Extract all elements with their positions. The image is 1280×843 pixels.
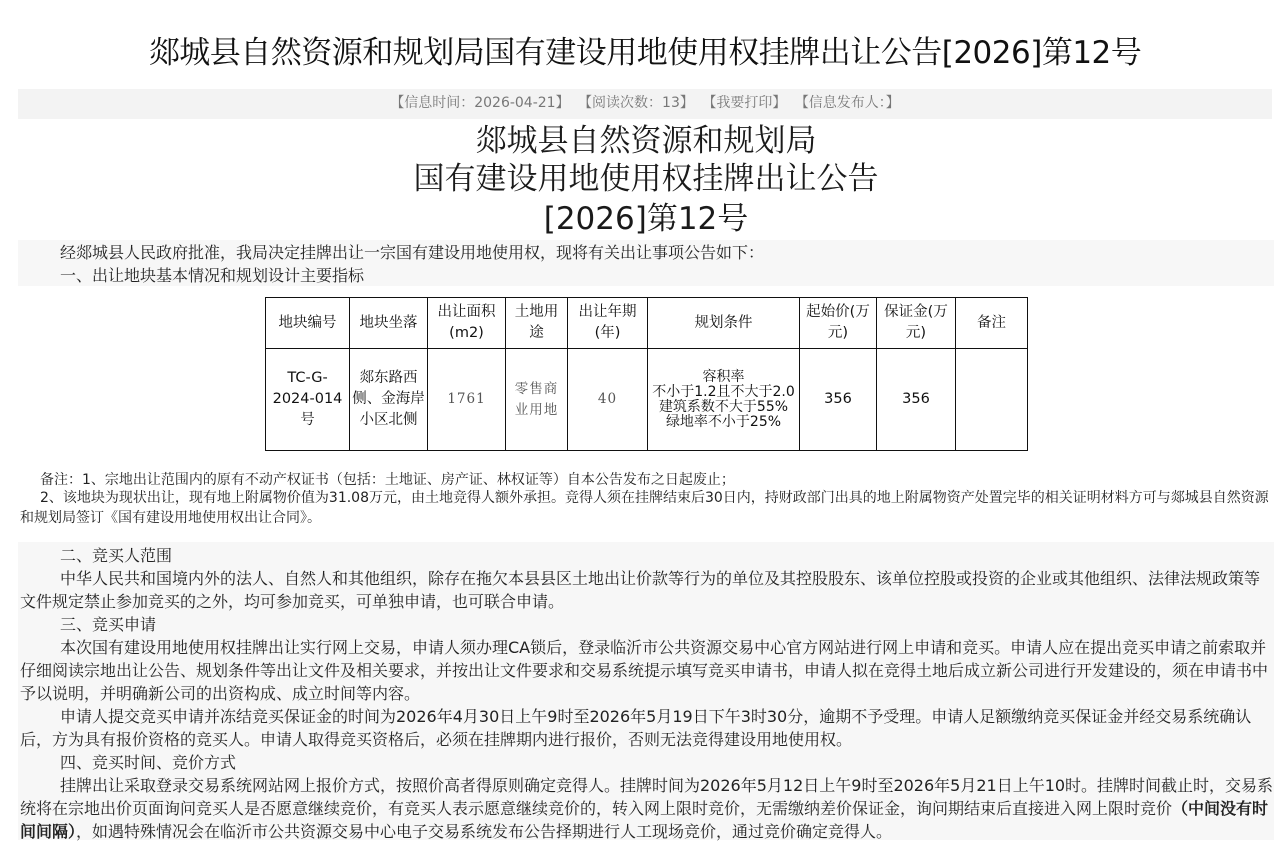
cond-far-range: 不小于1.2且不大于2.0 [652, 383, 795, 400]
th-code: 地块编号 [266, 298, 350, 349]
section4-text-a: 挂牌出让采取登录交易系统网站网上报价方式，按照价高者得原则确定竞得人。挂牌时间为2026年5月12日上午9时至2026年5月21日上午10时。挂牌时间截止时，交易系统将在宗地出价页面询问竞买人是否愿意继续竞价，有竞买人表示愿意继续竞价的，转入网上限时竞价，无需缴纳差价保证金，询问期结束后直接进入网上限时竞价 [20, 776, 1274, 818]
doc-title-line2: 国有建设用地使用权挂牌出让公告 [413, 161, 879, 197]
table-row [266, 349, 1028, 451]
cell-use: 零售商业用地 [506, 349, 568, 451]
section4-text [20, 774, 1274, 843]
table-header-row [266, 298, 1028, 349]
section3-heading: 三、竞买申请 [60, 615, 157, 634]
cell-remark [956, 349, 1028, 451]
cell-area: 1761 [428, 349, 506, 451]
cond-building-coverage: 建筑系数不大于55% [658, 398, 789, 415]
cell-code: TC-G-2024-014号 [266, 349, 350, 451]
section1-heading: 一、出让地块基本情况和规划设计主要指标 [60, 266, 365, 285]
doc-title-line3: [2026]第12号 [543, 201, 749, 237]
th-remark: 备注 [956, 298, 1028, 349]
th-start-price: 起始价(万元) [800, 298, 877, 349]
info-time: 【信息时间：2026-04-21】 [390, 95, 570, 111]
land-parcel-table [265, 297, 1028, 451]
section3-text-2: 申请人提交竞买申请并冻结竞买保证金的时间为2026年4月30日上午9时至2026年5月19日下午3时30分，逾期不予受理。申请人足额缴纳竞买保证金并经交易系统确认后，方为具有报价资格的竞买人。申请人取得竞买资格后，必须在挂牌期内进行报价，否则无法竞得建设用地使用权。 [20, 707, 1252, 749]
th-deposit: 保证金(万元) [877, 298, 956, 349]
section3-text-1: 本次国有建设用地使用权挂牌出让实行网上交易，申请人须办理CA锁后，登录临沂市公共资源交易中心官方网站进行网上申请和竞买。申请人应在提出竞买申请之前索取并仔细阅读宗地出让公告、规划条件等出让文件及相关要求，并按出让文件要求和交易系统提示填写竞买申请书，申请人拟在竞得土地后成立新公司进行开发建设的，须在申请书中予以说明，并明确新公司的出资构成、成立时间等内容。 [20, 638, 1269, 703]
section2-heading: 二、竞买人范围 [60, 546, 173, 565]
th-area: 出让面积(m2) [428, 298, 506, 349]
cell-conditions [648, 349, 800, 451]
section4-heading: 四、竞买时间、竞价方式 [60, 753, 237, 772]
note-1: 备注：1、宗地出让范围内的原有不动产权证书（包括：土地证、房产证、林权证等）自本公告发布之日起废止； [40, 472, 735, 488]
doc-title-line1: 郯城县自然资源和规划局 [475, 123, 817, 159]
cell-deposit: 356 [877, 349, 956, 451]
cell-term: 40 [568, 349, 648, 451]
cell-location: 郯东路西侧、金海岸小区北侧 [350, 349, 428, 451]
note-2: 2、该地块为现状出让，现有地上附属物价值为31.08万元，由土地竞得人额外承担。竞得人须在挂牌结束后30日内，持财政部门出具的地上附属物资产处置完毕的相关证明材料方可与郯城县自然资源和规划局签订《国有建设用地使用权出让合同》。 [20, 490, 1269, 526]
print-link[interactable]: 【我要打印】 [702, 95, 787, 111]
th-term: 出让年期(年) [568, 298, 648, 349]
cond-green-ratio: 绿地率不小于25% [665, 413, 782, 430]
cond-far: 容积率 [702, 368, 745, 385]
cell-start-price: 356 [800, 349, 877, 451]
page-title: 郯城县自然资源和规划局国有建设用地使用权挂牌出让公告[2026]第12号 [148, 35, 1142, 71]
th-location: 地块坐落 [350, 298, 428, 349]
section4-text-bold: （中间没有时间间隔） [20, 799, 1269, 841]
th-use: 土地用途 [506, 298, 568, 349]
read-count: 【阅读次数：13】 [578, 95, 694, 111]
th-conditions: 规划条件 [648, 298, 800, 349]
section2-text: 中华人民共和国境内外的法人、自然人和其他组织，除存在拖欠本县县区土地出让价款等行为的单位及其控股股东、该单位控股或投资的企业或其他组织、法律法规政策等文件规定禁止参加竞买的之外，均可参加竞买，可单独申请，也可联合申请。 [20, 569, 1261, 611]
section4-text-b: ，如遇特殊情况会在临沂市公共资源交易中心电子交易系统发布公告择期进行人工现场竞价，通过竞价确定竞得人。 [76, 822, 893, 841]
info-meta-bar [18, 89, 1272, 119]
publisher: 【信息发布人：】 [794, 95, 900, 111]
intro-paragraph: 经郯城县人民政府批准，我局决定挂牌出让一宗国有建设用地使用权，现将有关出让事项公告如下： [60, 243, 765, 262]
